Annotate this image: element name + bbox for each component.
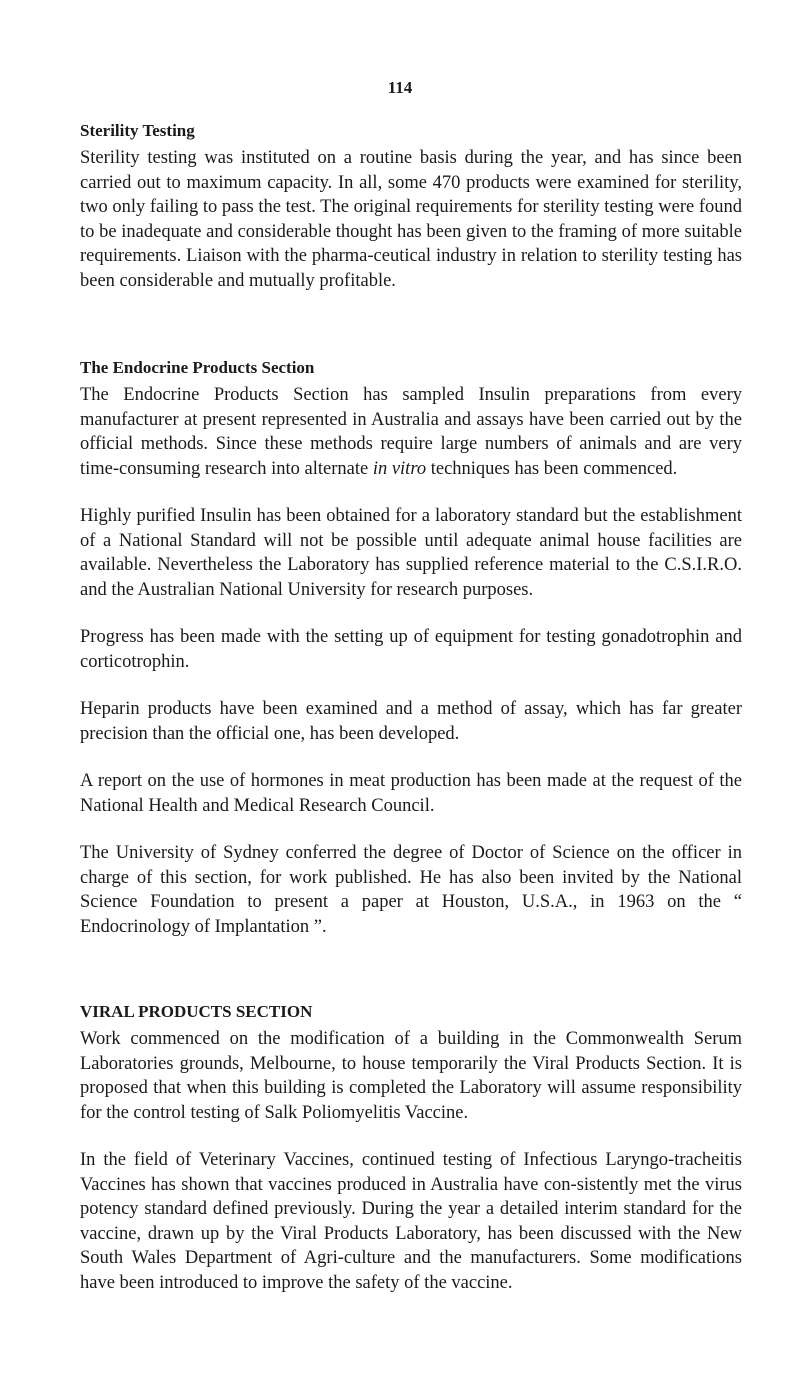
viral-paragraph-2: In the field of Veterinary Vaccines, continued testing of Infectious Laryngo-tracheitis Vaccines has shown that vaccines produced in Australia have con-sistently met the virus potency standard defined previously. During the year a detailed interim standard for the vaccine, drawn up by the Viral Products Laboratory, has been discussed with the New South Wales Department of Agri-culture and the manufacturers. Some modifications have been introduced to improve the safety of the vaccine. bbox=[80, 1150, 742, 1293]
viral-heading: VIRAL PRODUCTS SECTION bbox=[80, 1002, 313, 1021]
sterility-heading: Sterility Testing bbox=[80, 121, 195, 140]
endocrine-paragraph-2: Highly purified Insulin has been obtained for a laboratory standard but the establishment of a National Standard will not be possible until adequate animal house facilities are available. Nevertheless the Laboratory has supplied reference material to the C.S.I.R.O. and the Australian National University for research purposes. bbox=[80, 506, 742, 600]
endocrine-paragraph-3: Progress has been made with the setting up of equipment for testing gonadotrophin and corticotrophin. bbox=[80, 627, 742, 672]
endocrine-paragraph-6: The University of Sydney conferred the degree of Doctor of Science on the officer in charge of this section, for work published. He has also been invited by the National Science Foundation to present a paper at Houston, U.S.A., in 1963 on the “ Endocrinology of Implantation ”. bbox=[80, 843, 742, 937]
sterility-paragraph: Sterility testing was instituted on a routine basis during the year, and has since been carried out to maximum capacity. In all, some 470 products were examined for sterility, two only failing to pass the test. The original requirements for sterility testing were found to be inadequate and considerable thought has been given to the framing of more suitable requirements. Liaison with the pharma-ceutical industry in relation to sterility testing has been considerable and mutually profitable. bbox=[80, 148, 742, 291]
in-vitro-italic: in vitro bbox=[372, 458, 427, 479]
page-number: 114 bbox=[387, 78, 413, 97]
endocrine-section bbox=[80, 355, 742, 939]
endocrine-paragraph-1: The Endocrine Products Section has sampled Insulin preparations from every manufacturer at present represented in Australia and assays have been carried out by the official methods. Since these methods require large numbers of animals and are very time-consuming research into alternate in vitro techniques has been commenced. bbox=[80, 385, 742, 479]
document-body bbox=[80, 118, 742, 1295]
viral-section bbox=[80, 999, 742, 1295]
endocrine-heading: The Endocrine Products Section bbox=[80, 358, 315, 377]
endocrine-paragraph-5: A report on the use of hormones in meat production has been made at the request of the National Health and Medical Research Council. bbox=[80, 771, 742, 816]
viral-paragraph-1: Work commenced on the modification of a building in the Commonwealth Serum Laboratories grounds, Melbourne, to house temporarily the Viral Products Section. It is proposed that when this building is completed the Laboratory will assume responsibility for the control testing of Salk Poliomyelitis Vaccine. bbox=[80, 1029, 742, 1123]
sterility-section bbox=[80, 118, 742, 293]
endocrine-paragraph-4: Heparin products have been examined and a method of assay, which has far greater precision than the official one, has been developed. bbox=[80, 699, 742, 744]
